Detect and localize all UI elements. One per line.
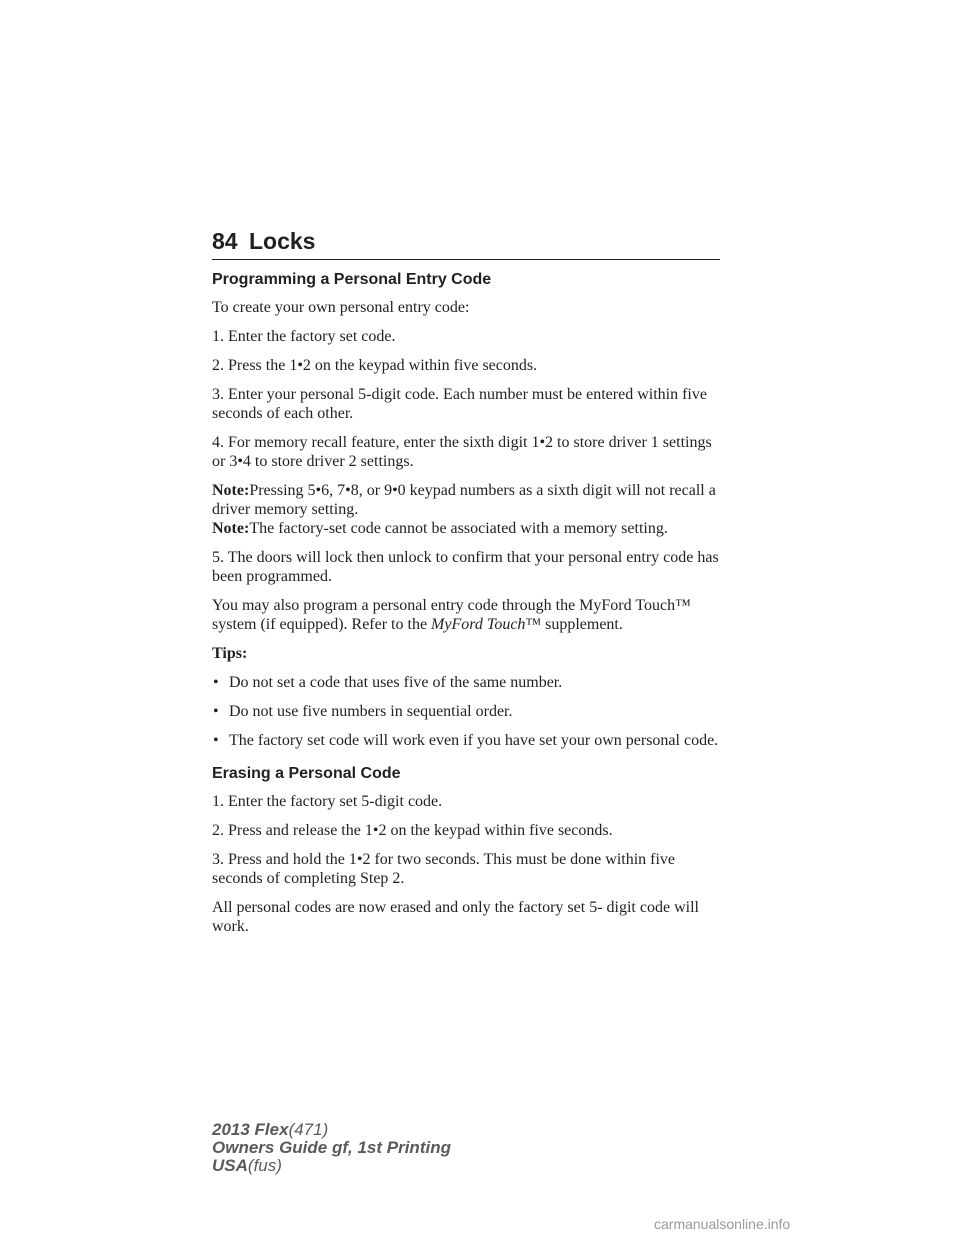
note-1-text: Pressing 5•6, 7•8, or 9•0 keypad numbers as a sixth digit will not recall a driver memory setting.: [212, 482, 716, 518]
footer-line-1: [212, 1121, 451, 1139]
tip-text: Do not use five numbers in sequential order.: [229, 703, 513, 720]
bullet-icon: •: [213, 732, 219, 749]
step-1: 1. Enter the factory set code.: [212, 328, 396, 345]
bullet-icon: •: [213, 703, 219, 720]
tip-item: [212, 702, 724, 721]
myford-text-post: supplement.: [541, 616, 623, 633]
footer-line-3: [212, 1157, 451, 1175]
footer-model-code: (471): [288, 1120, 329, 1139]
myford-reference: MyFord Touch™: [431, 616, 542, 633]
footer-market: USA: [212, 1156, 248, 1175]
note-2-label: Note:: [212, 520, 250, 537]
tip-text: The factory set code will work even if you have set your own personal code.: [229, 732, 719, 749]
heading-programming: Programming a Personal Entry Code: [212, 271, 492, 288]
myford-paragraph: [212, 596, 724, 634]
header-rule: [212, 259, 720, 260]
tip-item: [212, 731, 724, 750]
tip-item: [212, 673, 724, 692]
page-number: 84: [212, 228, 238, 254]
note-1-label: Note:: [212, 482, 250, 499]
page-body: [212, 270, 724, 946]
footer-model: 2013 Flex: [212, 1120, 289, 1139]
erase-step-1: 1. Enter the factory set 5-digit code.: [212, 793, 443, 810]
erase-step-3: 3. Press and hold the 1•2 for two seconds. This must be done within five seconds of completing Step 2.: [212, 851, 676, 887]
section-title: Locks: [249, 228, 316, 254]
intro-text: To create your own personal entry code:: [212, 299, 470, 316]
tip-text: Do not set a code that uses five of the same number.: [229, 674, 563, 691]
note-1: [212, 481, 724, 519]
step-3: 3. Enter your personal 5-digit code. Each number must be entered within five seconds of each other.: [212, 386, 707, 422]
footer-line-2: Owners Guide gf, 1st Printing: [212, 1138, 451, 1157]
heading-erasing: Erasing a Personal Code: [212, 765, 401, 782]
step-2: 2. Press the 1•2 on the keypad within five seconds.: [212, 357, 538, 374]
footer-market-code: (fus): [247, 1156, 282, 1175]
myford-text-pre: You may also program a personal entry code through the MyFord Touch™ system (if equipped). Refer to the: [212, 597, 691, 633]
tips-list: [212, 673, 724, 750]
note-2: [212, 519, 724, 538]
step-5: 5. The doors will lock then unlock to confirm that your personal entry code has been programmed.: [212, 549, 719, 585]
erase-step-2: 2. Press and release the 1•2 on the keypad within five seconds.: [212, 822, 613, 839]
note-2-text: The factory-set code cannot be associated with a memory setting.: [249, 520, 668, 537]
conclusion-text: All personal codes are now erased and only the factory set 5- digit code will work.: [212, 899, 699, 935]
watermark: carmanualsonline.info: [654, 1216, 791, 1232]
page-header: [212, 228, 720, 264]
step-4: 4. For memory recall feature, enter the sixth digit 1•2 to store driver 1 settings or 3•4 to store driver 2 settings.: [212, 434, 712, 470]
tips-label: Tips:: [212, 645, 248, 662]
print-footer: [212, 1121, 451, 1175]
bullet-icon: •: [213, 674, 219, 691]
